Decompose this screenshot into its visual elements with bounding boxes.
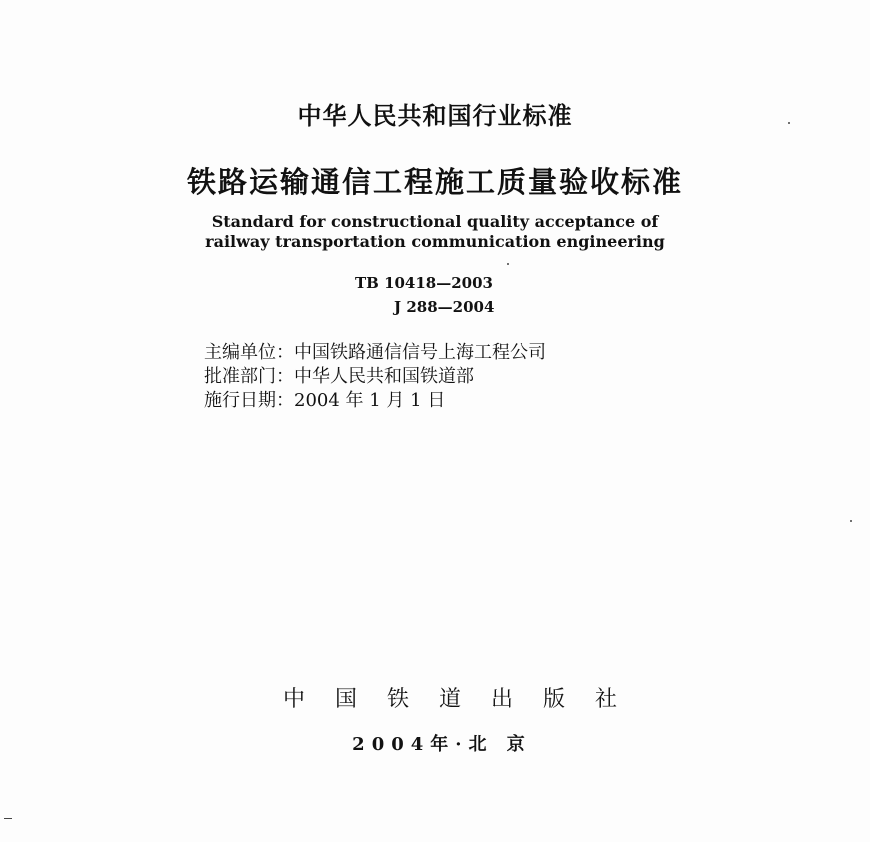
english-title-line-1: Standard for constructional quality acceptance of bbox=[211, 212, 659, 231]
editor-unit: 主编单位：中国铁路通信信号上海工程公司 bbox=[204, 342, 546, 363]
industry-standard-heading: 中华人民共和国行业标准 bbox=[297, 101, 573, 130]
scan-speck bbox=[788, 122, 790, 124]
publisher-name: 中国铁道出版社 bbox=[282, 687, 647, 712]
standard-number-tb: TB 10418—2003 bbox=[355, 274, 493, 292]
scan-speck bbox=[4, 818, 12, 819]
document-metadata bbox=[204, 341, 546, 413]
publication-date: 2004年·北 京 bbox=[352, 734, 532, 755]
scan-speck bbox=[850, 520, 852, 522]
chinese-title: 铁路运输通信工程施工质量验收标准 bbox=[186, 165, 683, 199]
approval-department: 批准部门：中华人民共和国铁道部 bbox=[204, 366, 474, 387]
english-title bbox=[0, 212, 870, 252]
scan-speck bbox=[507, 263, 509, 265]
standard-number-j: J 288—2004 bbox=[394, 298, 495, 316]
english-title-line-2: railway transportation communication engineering bbox=[205, 232, 665, 251]
effective-date: 施行日期：2004 年 1 月 1 日 bbox=[204, 390, 446, 411]
